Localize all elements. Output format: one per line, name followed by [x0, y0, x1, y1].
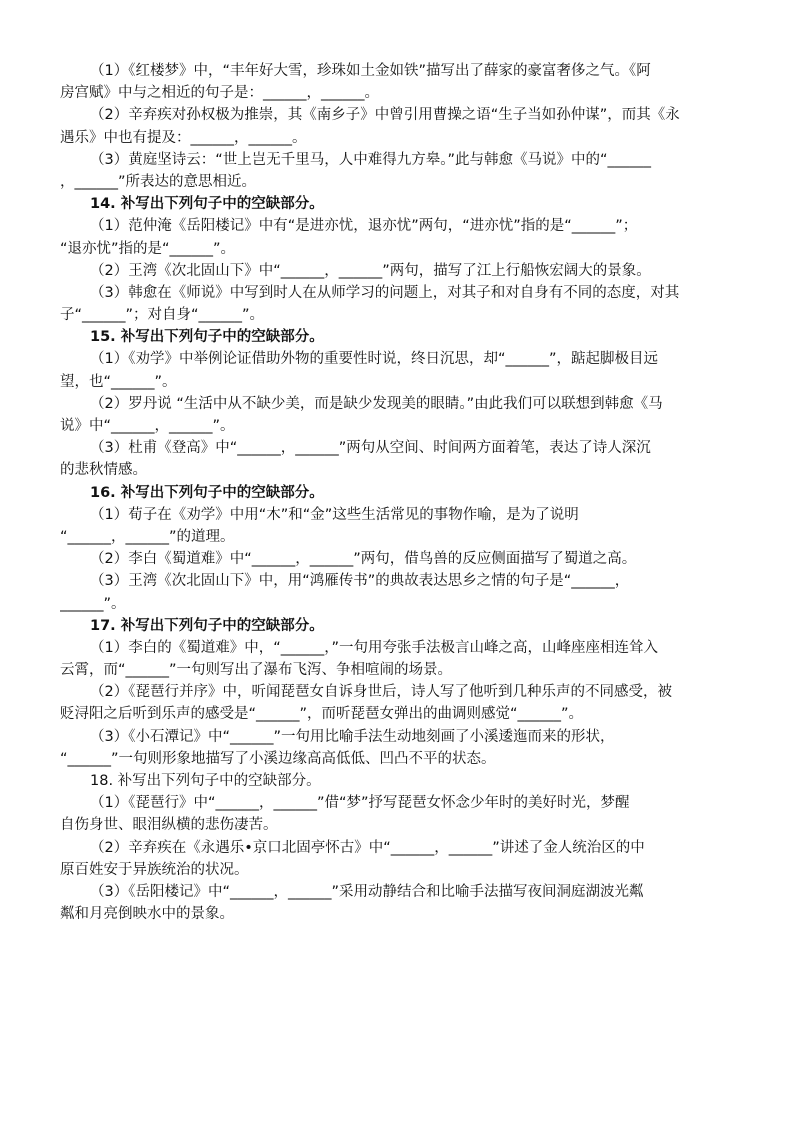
text-line: 云霄，而“______”一句则写出了瀑布飞泻、争相喧闹的场景。: [60, 662, 453, 679]
text-line: （2）辛弃疾在《永遇乐•京口北固亭怀古》中“______，______”讲述了金人统治区的中: [90, 839, 645, 856]
text-line: （3）韩愈在《师说》中写到时人在从师学习的问题上，对其子和对自身有不同的态度，对其: [90, 284, 680, 301]
text-line: （2）王湾《次北固山下》中“______，______”两句，描写了江上行船恢宏阔大的景象。: [90, 262, 651, 279]
text-line: （2）李白《蜀道难》中“______，______”两句，借鸟兽的反应侧面描写了蜀道之高。: [90, 551, 637, 568]
text-line: （1）《红楼梦》中，“丰年好大雪，珍珠如土金如铁”描写出了薛家的豪富奢侈之气。《阿: [90, 63, 651, 79]
text-line: （2）辛弃疾对孙权极为推崇，其《南乡子》中曾引用曹操之语“生子当如孙仲谋”，而其《永: [90, 107, 680, 124]
section-heading: 16. 补写出下列句子中的空缺部分。: [90, 484, 324, 501]
text-line: 贬浔阳之后听到乐声的感受是“______”，而听琵琶女弹出的曲调则感觉“______”。: [60, 706, 584, 723]
section-heading: 14. 补写出下列句子中的空缺部分。: [90, 196, 324, 213]
text-line: ______”。: [60, 595, 126, 612]
text-line: （1）《琵琶行》中“______，______”借“梦”抒写琵琶女怀念少年时的美好时光，梦醒: [90, 795, 630, 812]
text-line: （3）《小石潭记》中“______”一句用比喻手法生动地刻画了小溪逶迤而来的形状，: [90, 728, 615, 745]
text-line: 说》中“______，______”。: [60, 418, 235, 434]
text-line: 房宫赋》中与之相近的句子是：______，______。: [60, 85, 379, 102]
text-line: 粼和月亮倒映水中的景象。: [60, 906, 234, 923]
text-line: 18. 补写出下列句子中的空缺部分。: [90, 773, 321, 789]
text-line: （2）《琵琶行并序》中，听闻琵琶女自诉身世后，诗人写了他听到几种乐声的不同感受，被: [90, 684, 672, 701]
text-line: （2）罗丹说 “生活中从不缺少美，而是缺少发现美的眼睛。”由此我们可以联想到韩愈《马: [90, 395, 663, 412]
text-line: 自伤身世、眼泪纵横的悲伤凄苦。: [60, 817, 278, 834]
text-line: （1）《劝学》中举例论证借助外物的重要性时说，终日沉思，却“______”，踮起脚极目远: [90, 351, 658, 368]
text-line: （3）《岳阳楼记》中“______，______”采用动静结合和比喻手法描写夜间洞庭湖波光粼: [90, 883, 644, 900]
text-line: （1）李白的《蜀道难》中，“______，”一句用夸张手法极言山峰之高，山峰座座相连耸入: [90, 639, 658, 656]
text-line: “退亦忧”指的是“______”。: [60, 240, 236, 257]
text-line: （3）黄庭坚诗云：“世上岂无千里马，人中难得九方皋。”此与韩愈《马说》中的“______: [90, 151, 652, 168]
text-line: （3）王湾《次北固山下》中，用“鸿雁传书”的典故表达思乡之情的句子是“______，: [90, 573, 630, 590]
text-line: 的悲秋情感。: [60, 462, 147, 479]
text-line: 原百姓安于异族统治的状况。: [60, 861, 249, 878]
text-line: （3）杜甫《登高》中“______，______”两句从空间、时间两方面着笔，表达了诗人深沉: [90, 440, 651, 457]
text-line: 望，也“______”。: [60, 373, 177, 390]
text-line: （1）荀子在《劝学》中用“木”和“金”这些生活常见的事物作喻，是为了说明: [90, 506, 579, 523]
text-line: “______，______”的道理。: [60, 528, 235, 545]
text-line: ，______”所表达的意思相近。: [60, 173, 257, 190]
text-line: “______”一句则形象地描写了小溪边缘高高低低、凹凸不平的状态。: [60, 750, 496, 767]
text-line: （1）范仲淹《岳阳楼记》中有“是进亦忧，退亦忧”两句，“进亦忧”指的是“______”；: [90, 218, 638, 235]
text-line: 遇乐》中也有提及：______，______。: [60, 129, 307, 146]
text-line: 子“______”；对自身“______”。: [60, 307, 265, 324]
section-heading: 17. 补写出下列句子中的空缺部分。: [90, 617, 324, 634]
section-heading: 15. 补写出下列句子中的空缺部分。: [90, 329, 324, 346]
